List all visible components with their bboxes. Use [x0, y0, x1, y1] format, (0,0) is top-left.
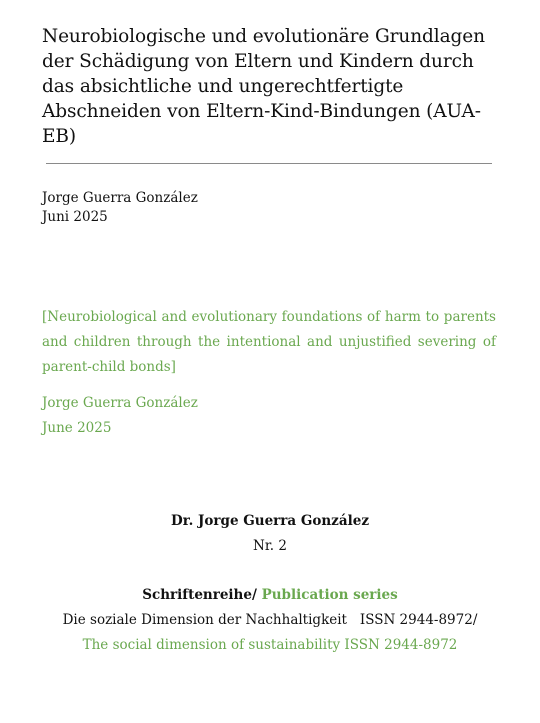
series-number: Nr. 2 — [253, 538, 287, 554]
german-author-block — [42, 189, 198, 227]
series-name-en: The social dimension of sustainability ISSN 2944-8972 — [82, 637, 458, 653]
series-label-en: Publication series — [261, 587, 398, 603]
english-title: [Neurobiological and evolutionary foundations of harm to parents and children through the intentional and unjustified severing of parent-child bonds] — [42, 309, 496, 375]
author-name: Jorge Guerra González — [42, 190, 198, 206]
series-name-de: Die soziale Dimension der Nachhaltigkeit ISSN 2944-8972/ — [62, 612, 478, 628]
publication-date: Juni 2025 — [42, 209, 108, 225]
series-label-de: Schriftenreihe/ — [142, 587, 257, 603]
english-publication-date: June 2025 — [42, 420, 112, 436]
series-label — [0, 587, 540, 603]
english-translation-block — [42, 305, 496, 441]
english-author-name: Jorge Guerra González — [42, 395, 198, 411]
document-title: Neurobiologische und evolutionäre Grundlagen der Schädigung von Eltern und Kindern durch das absichtliche und ungerechtfertigte Abschneiden von Eltern-Kind-Bindungen (AUA-EB) — [42, 26, 485, 147]
horizontal-divider — [46, 163, 492, 164]
series-editor: Dr. Jorge Guerra González — [171, 513, 369, 529]
